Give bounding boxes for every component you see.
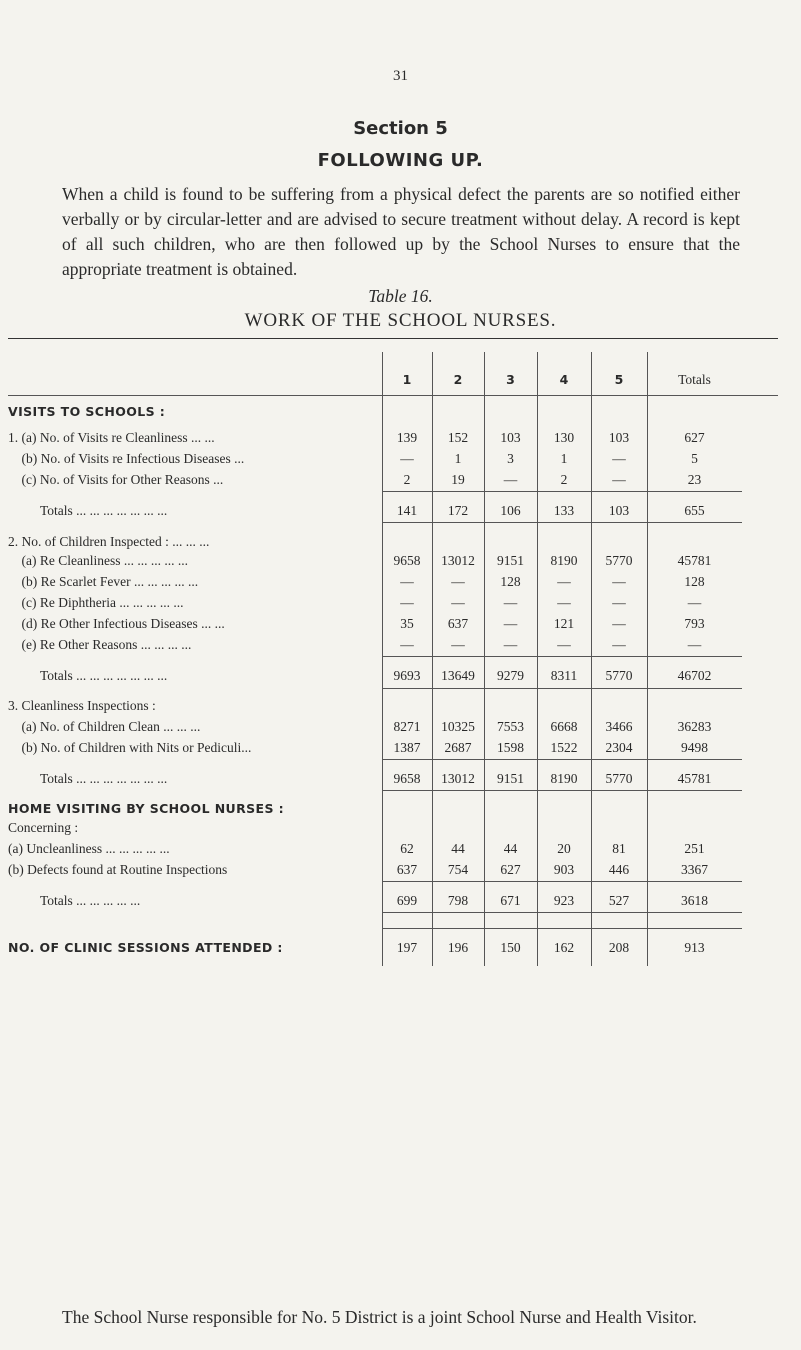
table-cell: 13649 [441,668,475,683]
table-cell: 1 [560,451,568,466]
table-cell: 5770 [605,553,633,568]
table-cell: 798 [447,893,469,908]
row-rule [382,656,742,657]
row-label: (a) No. of Children Clean ... ... ... [8,719,201,734]
table-cell: 9279 [497,668,524,683]
column-header: 3 [506,372,515,387]
table-cell: 3466 [605,719,633,734]
table-cell: 7553 [497,719,524,734]
table-cell: 2 [403,472,411,487]
table-cell: 20 [557,841,571,856]
table-cell: 19 [451,472,465,487]
row-rule [382,759,742,760]
table-cell: 3 [507,451,514,466]
row-label: (a) Re Cleanliness ... ... ... ... ... [8,553,188,568]
row-rule [382,491,742,492]
row-label: (b) Re Scarlet Fever ... ... ... ... ... [8,574,199,589]
table-cell: — [503,637,518,652]
table-cell: 527 [608,893,630,908]
table-cell: 23 [687,472,702,487]
row-label: (d) Re Other Infectious Diseases ... ... [8,616,225,631]
row-label: NO. OF CLINIC SESSIONS ATTENDED : [8,940,283,955]
row-rule [8,395,778,396]
table-cell: 13012 [441,553,475,568]
table-cell: — [400,451,414,466]
table-cell: 923 [553,893,575,908]
table-cell: 2 [560,472,568,487]
table-cell: 121 [553,616,575,631]
table-cell: 103 [500,430,521,445]
table-cell: — [612,472,626,487]
table-cell: — [400,637,414,652]
row-label: 2. No. of Children Inspected : ... ... ... [8,534,210,549]
table-cell: 106 [500,503,521,518]
table-cell: 45781 [677,553,712,568]
table-cell: 130 [553,430,575,445]
table-cell: 44 [503,841,518,856]
table-cell: 637 [396,862,418,877]
table-cell: — [687,595,702,610]
table-cell: — [612,637,626,652]
table-cell: 128 [684,574,705,589]
table-cell: 9658 [393,771,421,786]
table-cell: 103 [608,503,630,518]
totals-label: Totals ... ... ... ... ... ... ... [40,503,168,518]
table-cell: 197 [396,940,418,955]
table-cell: 699 [396,893,418,908]
row-label: (a) Uncleanliness ... ... ... ... ... [8,841,170,856]
row-rule [382,928,742,929]
table-cell: — [503,472,518,487]
table-cell: 6668 [550,719,578,734]
table-cell: 1598 [497,740,524,755]
table-title: WORK OF THE SCHOOL NURSES. [244,310,557,331]
table-cell: 3367 [681,862,708,877]
table-cell: — [400,595,414,610]
table-cell: 903 [553,862,575,877]
table-cell: — [503,595,518,610]
table-cell: 9658 [393,553,421,568]
table-cell: 162 [553,940,575,955]
row-rule [382,912,742,913]
table-cell: 1522 [550,740,578,755]
table-cell: 8190 [550,553,578,568]
table-cell: 103 [608,430,630,445]
title-rule [8,338,778,339]
table-cell: 2687 [444,740,472,755]
table-cell: 208 [608,940,630,955]
row-rule [382,522,742,523]
table-cell: 62 [400,841,414,856]
table-cell: 446 [608,862,630,877]
table-cell: 150 [500,940,521,955]
row-label: Concerning : [8,820,79,835]
page-number: 31 [393,68,408,84]
table-cell: 141 [396,503,418,518]
table-cell: 172 [447,503,469,518]
row-rule [382,688,742,689]
section-title: Section 5 [353,118,448,139]
column-header: Totals [678,372,711,387]
table-cell: 13012 [441,771,475,786]
table-cell: — [612,451,626,466]
table-cell: 35 [400,616,414,631]
table-cell: — [612,574,626,589]
row-label: VISITS TO SCHOOLS : [8,404,166,419]
table-cell: — [400,574,414,589]
table-cell: 627 [500,862,521,877]
table-cell: 9151 [497,553,524,568]
row-rule [382,790,742,791]
row-label: 1. (a) No. of Visits re Cleanliness ... ... [8,430,215,445]
table-cell: 637 [447,616,469,631]
table-cell: 5770 [605,668,633,683]
table-cell: — [612,595,626,610]
section-subtitle: FOLLOWING UP. [317,150,484,171]
column-header: 4 [559,372,569,387]
column-header: 5 [614,372,624,387]
table-cell: 46702 [677,668,712,683]
table-cell: 196 [447,940,469,955]
table-cell: 655 [684,503,705,518]
row-label: (b) No. of Visits re Infectious Diseases ... [8,451,245,466]
table-cell: 9151 [497,771,524,786]
table-cell: 128 [500,574,521,589]
table-cell: 36283 [677,719,712,734]
footer-note: The School Nurse responsible for No. 5 District is a joint School Nurse and Health Visitor. [62,1307,697,1327]
table-cell: 2304 [605,740,633,755]
table-cell: — [557,574,571,589]
table-cell: 10325 [441,719,475,734]
table-cell: — [557,595,571,610]
table-cell: 81 [612,841,626,856]
column-header: 1 [402,372,412,387]
row-label: HOME VISITING BY SCHOOL NURSES : [8,801,285,816]
table-cell: 152 [447,430,469,445]
table-cell: 5 [691,451,698,466]
totals-label: Totals ... ... ... ... ... [40,893,141,908]
table-cell: 671 [500,893,521,908]
row-label: (b) No. of Children with Nits or Pediculi... [8,740,252,755]
table-cell: 1 [454,451,462,466]
table-cell: — [503,616,518,631]
table-cell: 8311 [550,668,578,683]
column-header: 2 [453,372,463,387]
row-label: (e) Re Other Reasons ... ... ... ... [8,637,192,652]
table-cell: 793 [684,616,705,631]
table-cell: 8271 [393,719,421,734]
totals-label: Totals ... ... ... ... ... ... ... [40,771,168,786]
table-cell: 627 [684,430,705,445]
table-caption: Table 16. [368,286,433,306]
totals-label: Totals ... ... ... ... ... ... ... [40,668,168,683]
intro-paragraph: When a child is found to be suffering from a physical defect the parents are so notified either verbally or by circular-letter and are advised to secure treatment without delay. A record is kept of all such children, who are then followed up by the School Nurses to ensure that the appropriate treatment is obtained. [62,184,740,279]
table-cell: 8190 [550,771,578,786]
table-cell: 5770 [605,771,633,786]
table-cell: 9693 [393,668,421,683]
table-cell: 1387 [393,740,421,755]
table-cell: 44 [451,841,465,856]
table-cell: — [557,637,571,652]
table-cell: — [451,637,465,652]
table-cell: — [687,637,702,652]
row-label: (c) Re Diphtheria ... ... ... ... ... [8,595,184,610]
table-cell: 3618 [681,893,708,908]
row-label: 3. Cleanliness Inspections : [8,698,156,713]
table-cell: — [451,574,465,589]
table-cell: 9498 [681,740,708,755]
table-cell: 133 [553,503,575,518]
table-cell: 139 [396,430,418,445]
row-label: (b) Defects found at Routine Inspections [8,862,228,877]
row-label: (c) No. of Visits for Other Reasons ... [8,472,224,487]
table-cell: — [451,595,465,610]
table-cell: 754 [447,862,469,877]
table-cell: 913 [684,940,705,955]
table-cell: — [612,616,626,631]
table-cell: 45781 [677,771,712,786]
row-rule [382,881,742,882]
table-cell: 251 [684,841,705,856]
